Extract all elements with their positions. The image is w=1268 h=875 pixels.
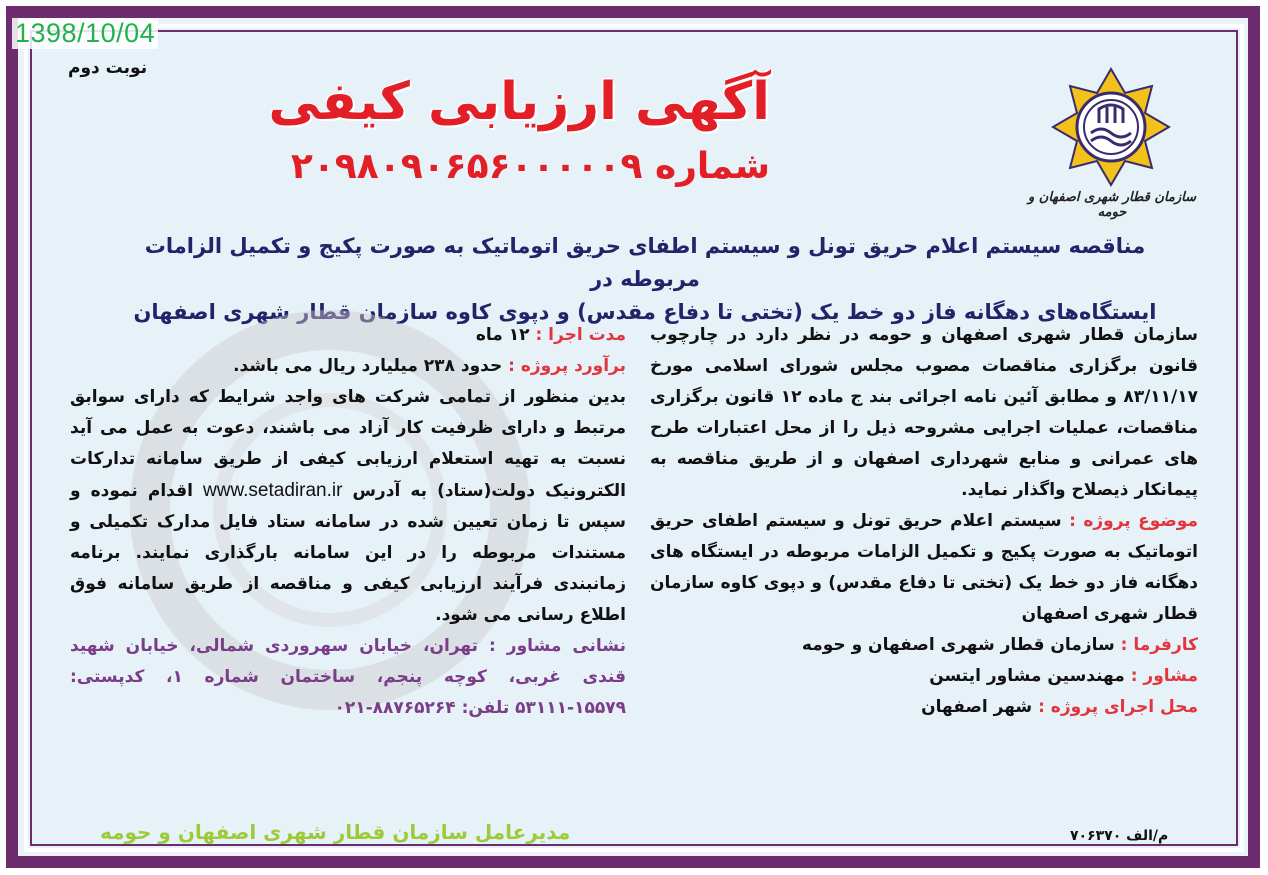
consultant <box>650 661 1198 692</box>
subject-line-2: ایستگاه‌های دهگانه فاز دو خط یک (تختی تا دفاع مقدس) و دپوی کاوه سازمان قطار شهری اصفهان <box>133 300 1157 324</box>
project-location <box>650 692 1198 723</box>
address-label: نشانی مشاور : <box>489 636 626 656</box>
duration-label: مدت اجرا : <box>535 325 626 345</box>
round-label: نوبت دوم <box>68 58 148 78</box>
consultant-address <box>70 631 626 724</box>
consultant-value: مهندسین مشاور ایتسن <box>929 666 1125 686</box>
invitation-text-part1: بدین منظور از تمامی شرکت های واجد شرایط که دارای سوابق مرتبط و دارای ظرفیت کار آزاد می باشند، دعوت به عمل می آید نسبت به تهیه استعلام ارزیابی کیفی از طریق سامانه تدارکات الکترونیک دولت(ستاد) به آدرس <box>70 387 627 501</box>
location-value: شهر اصفهان <box>921 697 1033 717</box>
topic-value: سیستم اعلام حریق تونل و سیستم اطفای حریق اتوماتیک به صورت پکیج و تکمیل الزامات مربوطه در ایستگاه های دهگانه فاز دو خط یک (تختی تا دفاع مقدس) و دپوی کاوه سازمان قطار شهری اصفهان <box>650 511 1198 624</box>
address-value: تهران، خیابان سهروردی شمالی، خیابان شهید قندی غربی، کوچه پنجم، ساختمان شماره ۱، کدپستی: ۱۵۵۷۹-۵۳۱۱۱ تلفن: ۸۸۷۶۵۲۶۴-۰۲۱ <box>70 636 626 718</box>
ad-code: م/الف ۷۰۶۳۷۰ <box>1070 828 1169 844</box>
intro-paragraph: سازمان قطار شهری اصفهان و حومه در نظر دارد در چارچوب قانون برگزاری مناقصات مصوب مجلس شورای اسلامی مورخ ۸۳/۱۱/۱۷ و مطابق آئین نامه اجرائی بند ج ماده ۱۲ قانون برگزاری مناقصات، عملیات اجرایی مشروحه ذیل را از محل اعتبارات طرح های عمرانی و منابع شهرداری اصفهان و از طریق مناقصه به پیمانکار ذیصلاح واگذار نماید. <box>650 325 1198 500</box>
location-label: محل اجرای پروژه : <box>1038 697 1198 717</box>
logo-caption: سازمان قطار شهری اصفهان و حومه <box>1027 190 1197 220</box>
topic-label: موضوع پروژه : <box>1069 511 1198 531</box>
estimate-value: حدود ۲۳۸ میلیارد ریال می باشد. <box>233 356 503 376</box>
project-topic <box>650 506 1198 630</box>
date-stamp: 1398/10/04 <box>12 18 158 49</box>
invitation-text-part2: اقدام نموده و سپس تا زمان تعیین شده در سامانه ستاد فایل مدارک تکمیلی و مستندات مربوطه را در این سامانه بارگذاری نمایند. برنامه زمانبندی فرآیند ارزیابی کیفی و مناقصه از طریق سامانه فوق اطلاع رسانی می شود. <box>70 481 626 625</box>
consultant-label: مشاور : <box>1130 666 1198 686</box>
duration <box>70 320 626 351</box>
metro-logo-icon <box>1050 66 1172 188</box>
ad-title: آگهی ارزیابی کیفی <box>268 72 770 132</box>
employer <box>650 630 1198 661</box>
right-column <box>650 320 1198 723</box>
ceo-signature: مدیرعامل سازمان قطار شهری اصفهان و حومه <box>100 820 571 844</box>
ad-number: شماره ۲۰۹۸۰۹۰۶۵۶۰۰۰۰۰۹ <box>290 146 770 187</box>
left-column <box>70 320 626 724</box>
subject-line-1: مناقصه سیستم اعلام حریق تونل و سیستم اطفای حریق اتوماتیک به صورت پکیج و تکمیل الزامات مربوطه در <box>144 234 1146 291</box>
employer-value: سازمان قطار شهری اصفهان و حومه <box>801 635 1115 655</box>
tender-subject <box>110 230 1180 329</box>
estimate <box>70 351 626 382</box>
employer-label: کارفرما : <box>1120 635 1198 655</box>
setad-url-link[interactable]: www.setadiran.ir <box>203 480 343 501</box>
invitation-paragraph <box>70 382 626 631</box>
estimate-label: برآورد پروژه : <box>508 356 626 376</box>
duration-value: ۱۲ ماه <box>475 325 530 345</box>
